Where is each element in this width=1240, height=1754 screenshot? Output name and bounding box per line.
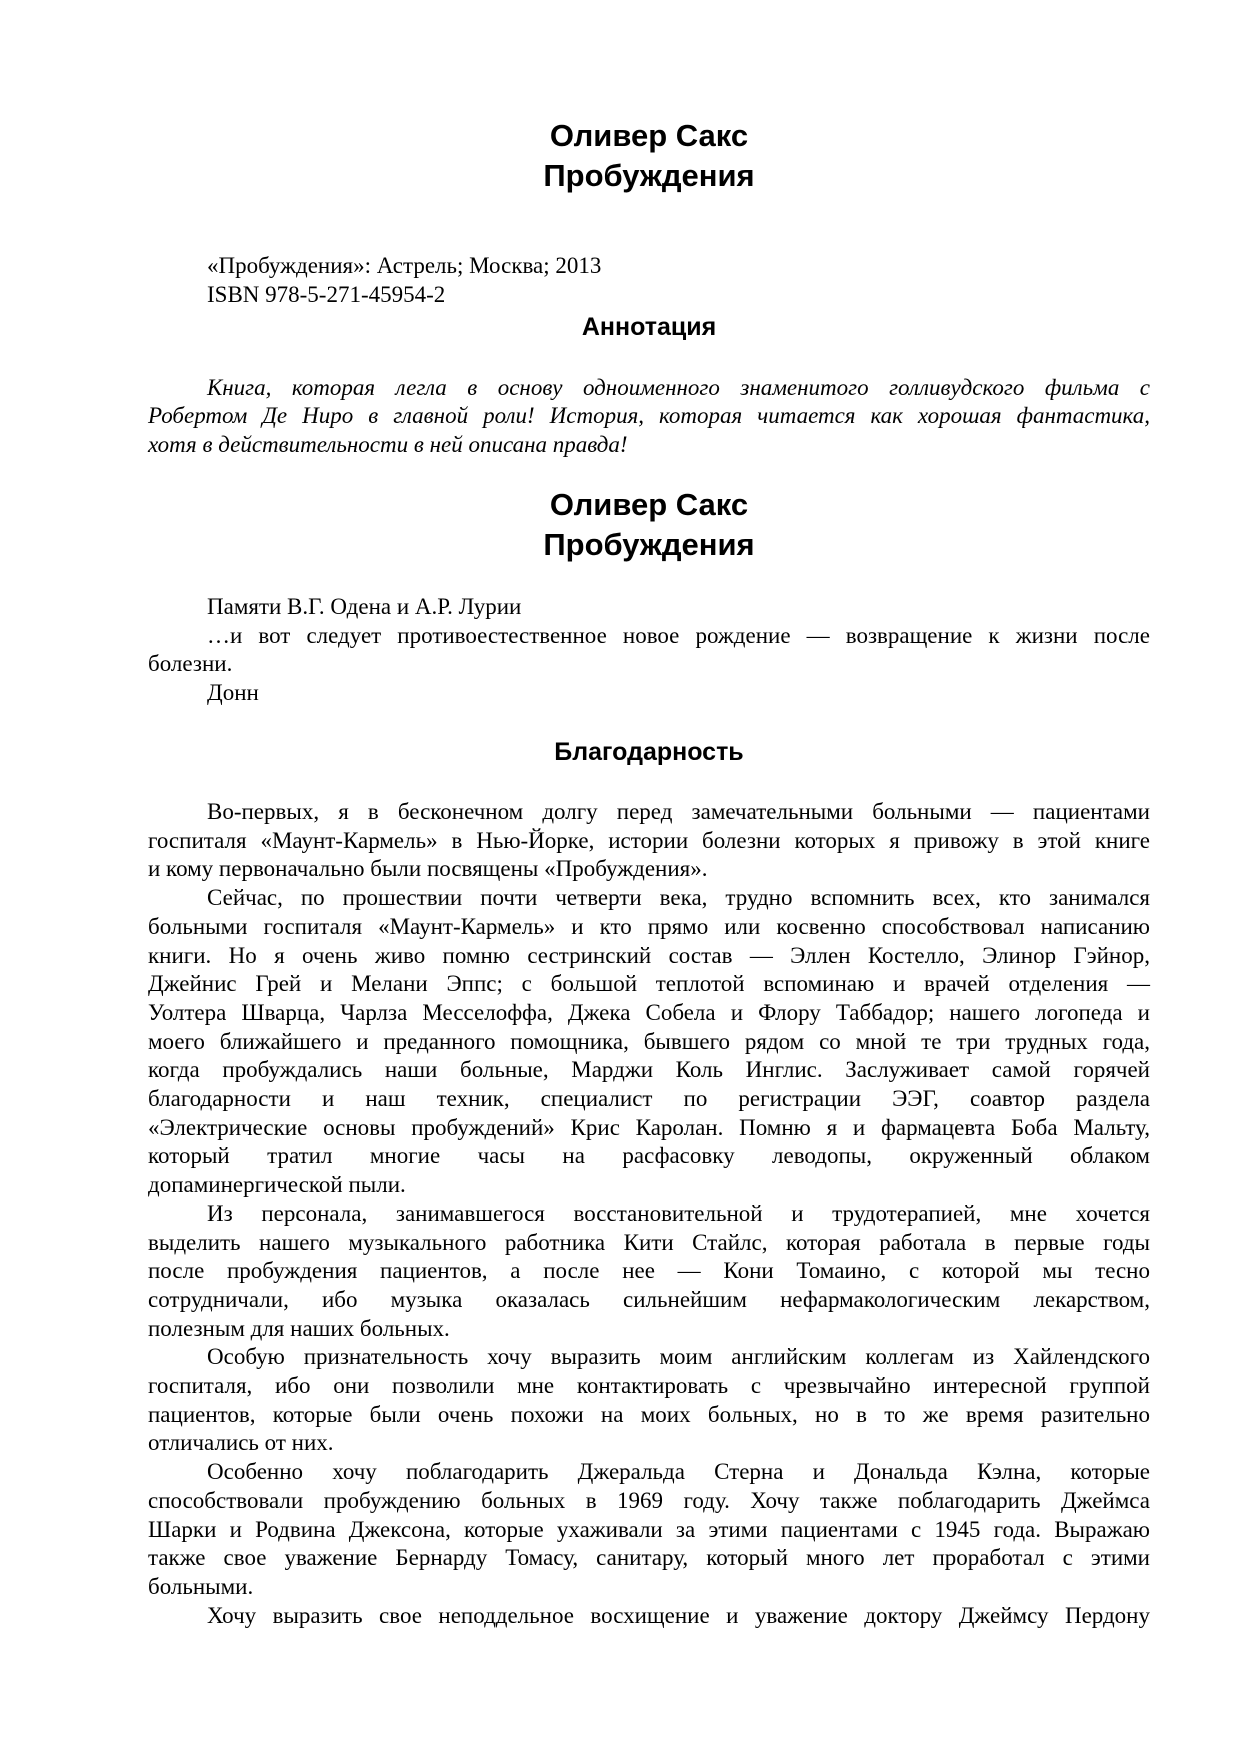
title2-book: Пробуждения xyxy=(543,527,755,562)
body-line: госпиталя «Маунт-Кармель» в Нью-Йорке, истории болезни которых я привожу в этой книге xyxy=(148,827,1150,853)
body-line: «Электрические основы пробуждений» Крис Каролан. Помню я и фармацевта Боба Мальту, xyxy=(148,1114,1150,1140)
annotation-line: Робертом Де Ниро в главной роли! История, которая читается как хорошая фантастика, xyxy=(148,403,1150,428)
body-line: моего ближайшего и преданного помощника, бывшего рядом со мной те три трудных года, xyxy=(148,1028,1150,1054)
body-line: когда пробуждались наши больные, Марджи Коль Инглис. Заслуживает самой горячей xyxy=(148,1057,1150,1083)
body-line: отличались от них. xyxy=(148,1430,334,1456)
body-line: Сейчас, по прошествии почти четверти века, трудно вспомнить всех, кто занимался xyxy=(207,885,1150,911)
body-line: также свое уважение Бернарду Томасу, санитару, который много лет проработал с этими xyxy=(148,1545,1150,1571)
body-line: книги. Но я очень живо помню сестринский состав — Эллен Костелло, Элинор Гэйнор, xyxy=(148,942,1150,968)
body-line: больными госпиталя «Маунт-Кармель» и кто прямо или косвенно способствовал написанию xyxy=(148,913,1150,939)
acknowledgements-heading: Благодарность xyxy=(554,738,744,766)
title-author: Оливер Сакс xyxy=(549,118,749,153)
body-line: после пробуждения пациентов, а после нее — Кони Томаино, с которой мы тесно xyxy=(148,1258,1150,1284)
body-line: больными. xyxy=(148,1573,254,1599)
annotation-line: хотя в действительности в ней описана правда! xyxy=(148,432,628,457)
body-line: выделить нашего музыкального работника Кити Стайлс, которая работала в первые годы xyxy=(148,1229,1150,1255)
body-line: способствовали пробуждению больных в 1969 году. Хочу также поблагодарить Джеймса xyxy=(148,1487,1150,1513)
title-book: Пробуждения xyxy=(543,158,755,193)
epigraph-author: Донн xyxy=(207,680,259,705)
body-line: Хочу выразить свое неподдельное восхищение и уважение доктору Джеймсу Пердону xyxy=(207,1602,1150,1628)
dedication: Памяти В.Г. Одена и А.Р. Лурии xyxy=(207,594,522,619)
body-line: Особую признательность хочу выразить моим английским коллегам из Хайлендского xyxy=(207,1344,1150,1370)
body-line: благодарности и наш техник, специалист по регистрации ЭЭГ, соавтор раздела xyxy=(148,1086,1150,1111)
body-line: сотрудничали, ибо музыка оказалась сильнейшим нефармакологическим лекарством, xyxy=(148,1286,1150,1312)
publication-info: «Пробуждения»: Астрель; Москва; 2013 xyxy=(207,253,602,278)
isbn: ISBN 978-5-271-45954-2 xyxy=(207,282,446,307)
body-line: госпиталя, ибо они позволили мне контактировать с чрезвычайно интересной группой xyxy=(148,1373,1150,1398)
title2-author: Оливер Сакс xyxy=(549,487,749,522)
body-line: пациентов, которые были очень похожи на моих больных, но в то же время разительно xyxy=(148,1401,1150,1427)
body-line: полезным для наших больных. xyxy=(148,1315,450,1341)
body-line: Из персонала, занимавшегося восстановительной и трудотерапией, мне хочется xyxy=(207,1200,1150,1226)
body-line: который тратил многие часы на расфасовку леводопы, окруженный облаком xyxy=(148,1143,1150,1169)
body-line: Джейнис Грей и Мелани Эппс; с большой теплотой вспоминаю и врачей отделения — xyxy=(148,971,1150,997)
body-line: допаминергической пыли. xyxy=(148,1172,406,1198)
epigraph-line: болезни. xyxy=(148,651,233,676)
annotation-heading: Аннотация xyxy=(581,313,717,341)
epigraph-line: …и вот следует противоестественное новое рождение — возвращение к жизни после xyxy=(207,623,1150,648)
body-line: Особенно хочу поблагодарить Джеральда Стерна и Дональда Кэлна, которые xyxy=(207,1459,1150,1485)
body-line: Уолтера Шварца, Чарлза Месселоффа, Джека Собела и Флору Таббадор; нашего логопеда и xyxy=(148,999,1150,1025)
body-line: Шарки и Родвина Джексона, которые ухаживали за этими пациентами с 1945 года. Выражаю xyxy=(148,1516,1150,1542)
annotation-line: Книга, которая легла в основу одноименного знаменитого голливудского фильма с xyxy=(207,375,1150,400)
body-line: и кому первоначально были посвящены «Пробуждения». xyxy=(148,856,708,882)
body-line: Во-первых, я в бесконечном долгу перед замечательными больными — пациентами xyxy=(207,799,1150,824)
